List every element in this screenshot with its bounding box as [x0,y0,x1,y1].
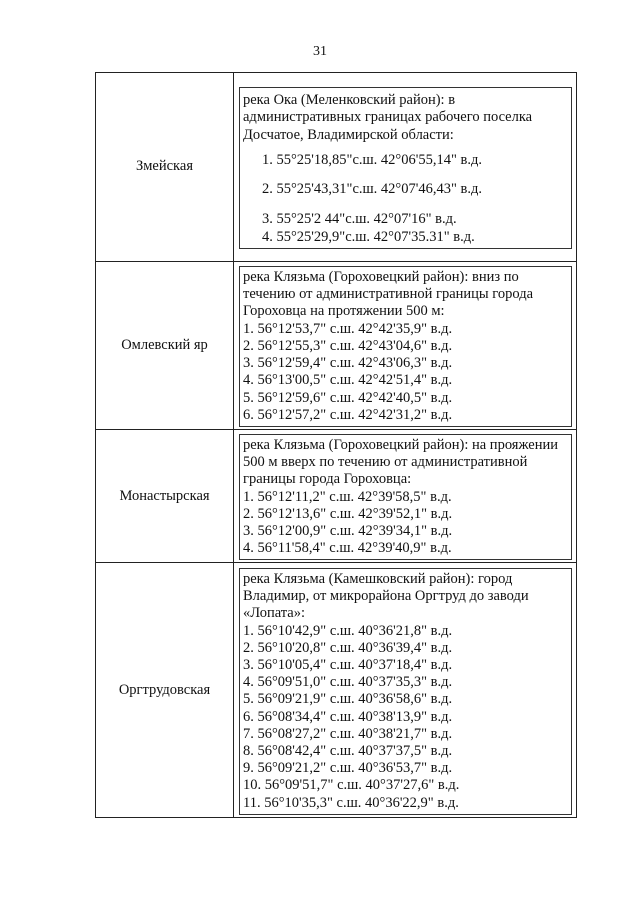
coordinate-item: 10. 56°09'51,7" с.ш. 40°37'27,6" в.д. [243,777,460,794]
coordinate-item: 6. 56°12'57,2" с.ш. 42°42'31,2" в.д. [243,406,453,423]
coordinate-item: 6. 56°08'34,4" с.ш. 40°38'13,9" в.д. [243,708,453,725]
coordinate-item: 1. 56°12'53,7" с.ш. 42°42'35,9" в.д. [243,320,453,337]
location-name: Омлевский яр [96,262,234,430]
coordinate-item: 1. 56°10'42,9" с.ш. 40°36'21,8" в.д. [243,622,453,639]
coordinates-list [243,321,568,424]
description-text: река Клязьма (Гороховецкий район): на прояжении 500 м вверх по течению от административной границы города Гороховца: [243,437,558,488]
coordinate-item: 2. 55°25'43,31"с.ш. 42°07'46,43" в.д. [262,181,482,198]
coordinate-item: 9. 56°09'21,2" с.ш. 40°36'53,7" в.д. [243,760,453,777]
table-row [96,430,577,563]
coordinate-item: 5. 56°12'59,6" с.ш. 42°42'40,5" в.д. [243,389,453,406]
coordinate-item: 7. 56°08'27,2" с.ш. 40°38'21,7" в.д. [243,725,453,742]
coordinates-list [243,152,568,246]
description-box [239,568,572,815]
coordinates-list [243,623,568,812]
location-description-cell [234,563,577,818]
location-name: Оргтрудовская [96,563,234,818]
coordinate-item: 11. 56°10'35,3" с.ш. 40°36'22,9" в.д. [243,794,459,811]
coordinate-item: 3. 56°12'00,9" с.ш. 42°39'34,1" в.д. [243,523,453,540]
coordinate-item: 3. 55°25'2 44"с.ш. 42°07'16" в.д. [262,211,457,228]
coordinate-item: 5. 56°09'21,9" с.ш. 40°36'58,6" в.д. [243,691,453,708]
coordinate-item: 1. 55°25'18,85"с.ш. 42°06'55,14" в.д. [262,151,482,168]
table-row [96,73,577,262]
description-box [239,87,572,248]
location-description-cell [234,262,577,430]
location-description-cell [234,430,577,563]
coordinate-item: 4. 56°11'58,4" с.ш. 42°39'40,9" в.д. [243,540,452,557]
description-box [239,434,572,560]
locations-table [95,72,577,818]
coordinate-item: 4. 56°09'51,0" с.ш. 40°37'35,3" в.д. [243,674,453,691]
coordinate-item: 3. 56°12'59,4" с.ш. 42°43'06,3" в.д. [243,355,453,372]
location-name: Змейская [96,73,234,262]
coordinate-item: 2. 56°12'13,6" с.ш. 42°39'52,1" в.д. [243,505,453,522]
description-box [239,266,572,427]
table-row [96,262,577,430]
coordinate-item: 2. 56°10'20,8" с.ш. 40°36'39,4" в.д. [243,639,453,656]
location-name: Монастырская [96,430,234,563]
coordinate-item: 4. 55°25'29,9"с.ш. 42°07'35.31" в.д. [262,228,475,245]
coordinate-item: 4. 56°13'00,5" с.ш. 42°42'51,4" в.д. [243,372,453,389]
coordinate-item: 8. 56°08'42,4" с.ш. 40°37'37,5" в.д. [243,743,453,760]
description-text: река Ока (Меленковский район): в административных границах рабочего поселка Досчатое, Владимирской области: [243,92,533,143]
table-row [96,563,577,818]
description-text: река Клязьма (Камешковский район): город Владимир, от микрорайона Оргтруд до заводи «Лопата»: [243,571,529,622]
description-text: река Клязьма (Гороховецкий район): вниз по течению от административной границы города Гороховца на протяжении 500 м: [243,269,534,320]
coordinates-list [243,489,568,558]
coordinate-item: 2. 56°12'55,3" с.ш. 42°43'04,6" в.д. [243,337,453,354]
page-number: 31 [313,44,327,59]
coordinate-item: 3. 56°10'05,4" с.ш. 40°37'18,4" в.д. [243,657,453,674]
location-description-cell [234,73,577,262]
coordinate-item: 1. 56°12'11,2" с.ш. 42°39'58,5" в.д. [243,488,452,505]
